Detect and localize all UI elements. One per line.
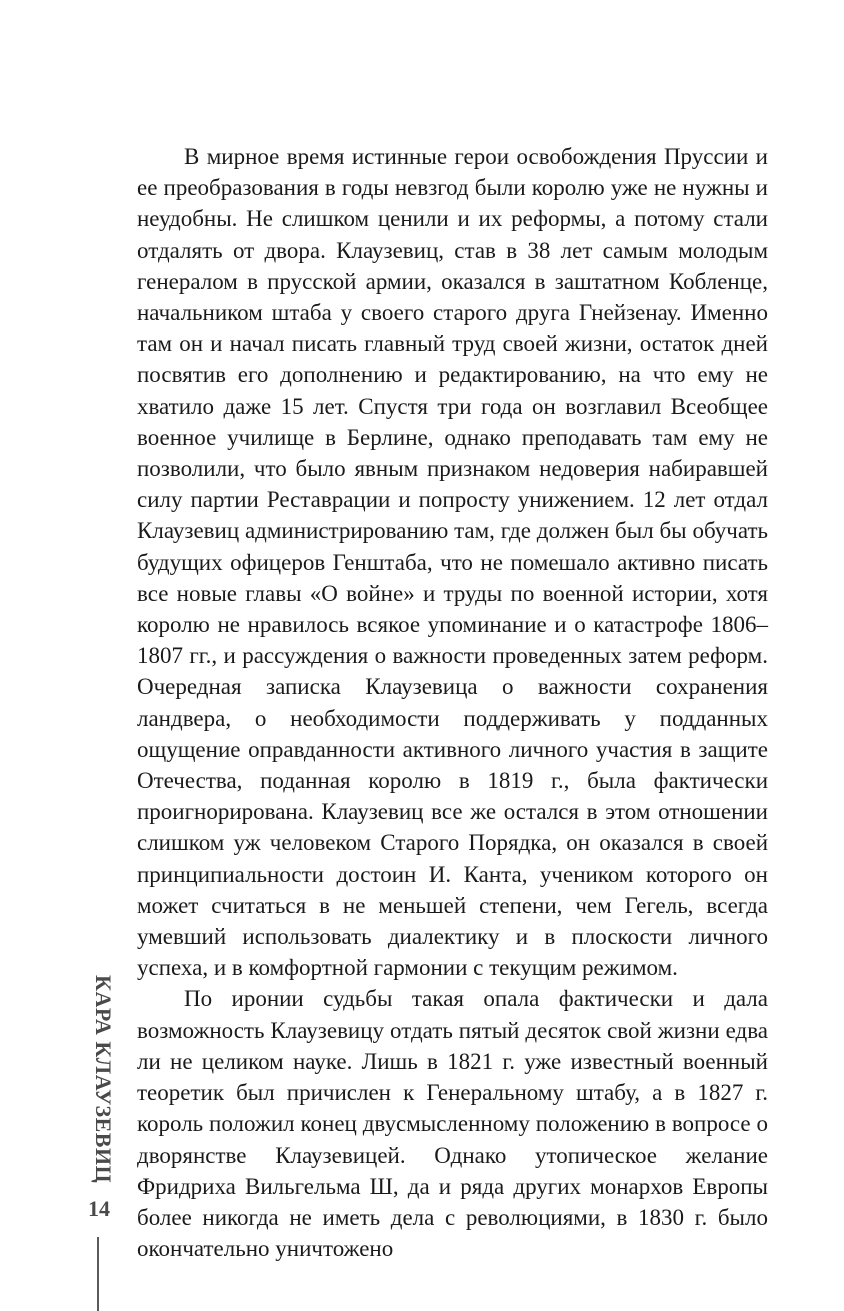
running-head: КАРА КЛАУЗЕВИЦ: [91, 975, 116, 1184]
page-number: 14: [88, 1196, 110, 1221]
paragraph-1: В мирное время истинные герои освобождения Пруссии и ее преобразования в годы невзгод были королю уже не нужны и неудобны. Не слишком ценили и их реформы, а потому стали отдалять от двора. Клаузевиц, став в 38 лет самым молодым генералом в прусской армии, оказался в заштатном Кобленце, начальником штаба у своего старого друга Гнейзенау. Именно там он и начал писать главный труд своей жизни, остаток дней посвятив его дополнению и редактированию, на что ему не хватило даже 15 лет. Спустя три года он возглавил Всеобщее военное училище в Берлине, однако преподавать там ему не позволили, что было явным признаком недоверия набиравшей силу партии Реставрации и попросту унижением. 12 лет отдал Клаузевиц администрированию там, где должен был бы обучать будущих офицеров Генштаба, что не помешало активно писать все новые главы «О войне» и труды по военной истории, хотя королю не нравилось всякое упоминание и о катастрофе 1806–1807 гг., и рассуждения о важности проведенных затем реформ. Очередная записка Клаузевица о важности сохранения ландвера, о необходимости поддерживать у подданных ощущение оправданности активного личного участия в защите Отечества, поданная королю в 1819 г., была фактически проигнорирована. Клаузевиц все же остался в этом отношении слишком уж человеком Старого Порядка, он оказался в своей принципиальности достоин И. Канта, учеником которого он может считаться в не меньшей степени, чем Гегель, всегда умевший использовать диалектику и в плоскости личного успеха, и в комфортной гармонии с текущим режимом.: [137, 144, 768, 981]
paragraph-2: По иронии судьбы такая опала фактически и дала возможность Клаузевицу отдать пятый десяток свой жизни едва ли не целиком науке. Лишь в 1821 г. уже известный военный теоретик был причислен к Генеральному штабу, а в 1827 г. король положил конец двусмысленному положению в вопросе о дворянстве Клаузевицей. Однако утопическое желание Фридриха Вильгельма Ш, да и ряда других монархов Европы более никогда не иметь дела с революциями, в 1830 г. было окончательно уничтожено: [137, 986, 768, 1262]
body-text: [137, 141, 768, 1264]
margin-rule: [97, 1237, 99, 1311]
